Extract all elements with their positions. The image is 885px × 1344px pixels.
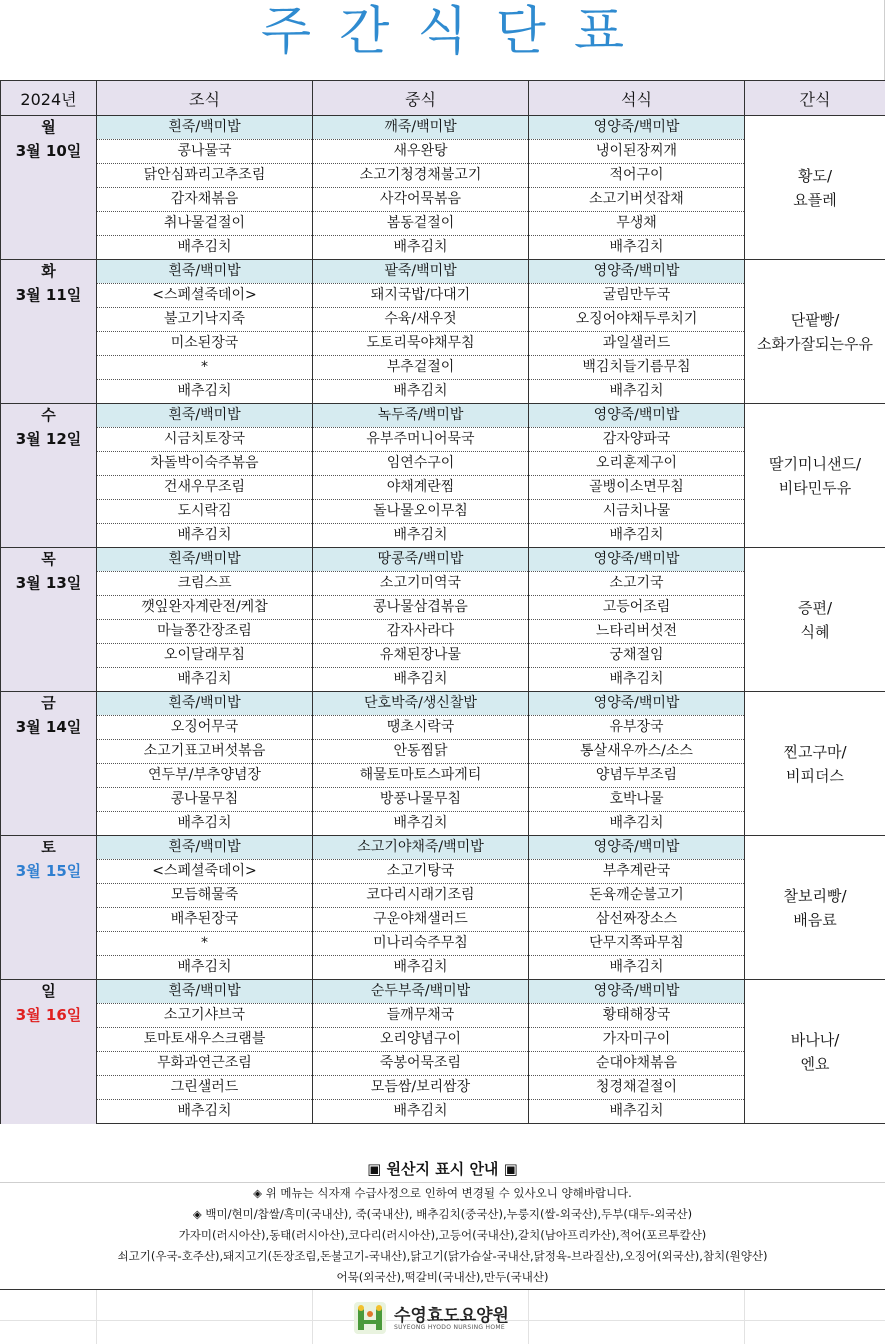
lunch-item: 땡초시락국 (313, 716, 529, 740)
breakfast-item: 배추김치 (97, 956, 313, 980)
breakfast-item: 감자채볶음 (97, 188, 313, 212)
snack-header: 간식 (745, 81, 885, 116)
breakfast-item: 무화과연근조림 (97, 1052, 313, 1076)
breakfast-item: 배추김치 (97, 1100, 313, 1124)
snack-item: 배음료 (793, 910, 837, 929)
breakfast-item: 콩나물무침 (97, 788, 313, 812)
breakfast-item: 배추김치 (97, 236, 313, 260)
breakfast-item: 토마토새우스크램블 (97, 1028, 313, 1052)
dinner-item: 소고기버섯잡채 (529, 188, 745, 212)
menu-row (1, 692, 885, 716)
dinner-item: 부추계란국 (529, 860, 745, 884)
lunch-item: 구운야채샐러드 (313, 908, 529, 932)
origin-notice-line: 가자미(러시아산),동태(러시아산),코다리(러시아산),고등어(국내산),갈치(남아프리카산),적어(포르투칼산) (178, 1228, 707, 1242)
dinner-item: 오리훈제구이 (529, 452, 745, 476)
menu-row (1, 260, 885, 284)
breakfast-item: 오이달래무침 (97, 644, 313, 668)
snack-item: 요플레 (793, 190, 837, 209)
snack-cell (745, 692, 885, 836)
lunch-item: 소고기야채죽/백미밥 (313, 836, 529, 860)
lunch-item: 유채된장나물 (313, 644, 529, 668)
dinner-item: 배추김치 (529, 668, 745, 692)
dinner-item: 통살새우까스/소스 (529, 740, 745, 764)
dinner-item: 적어구이 (529, 164, 745, 188)
dinner-item: 청경채겉절이 (529, 1076, 745, 1100)
lunch-item: 방풍나물무침 (313, 788, 529, 812)
breakfast-item: 깻잎완자계란전/케찹 (97, 596, 313, 620)
lunch-item: 팥죽/백미밥 (313, 260, 529, 284)
breakfast-item: 흰죽/백미밥 (97, 548, 313, 572)
lunch-item: 배추김치 (313, 668, 529, 692)
dinner-item: 배추김치 (529, 236, 745, 260)
dinner-item: 호박나물 (529, 788, 745, 812)
breakfast-item: 도시락김 (97, 500, 313, 524)
breakfast-item: 건새우무조림 (97, 476, 313, 500)
breakfast-item: 차돌박이숙주볶음 (97, 452, 313, 476)
day-cell (1, 260, 97, 404)
breakfast-item: <스페셜죽데이> (97, 284, 313, 308)
lunch-item: 봄동겉절이 (313, 212, 529, 236)
lunch-item: 새우완탕 (313, 140, 529, 164)
snack-cell (745, 260, 885, 404)
breakfast-item: * (97, 356, 313, 380)
lunch-item: 배추김치 (313, 812, 529, 836)
dinner-item: 배추김치 (529, 956, 745, 980)
lunch-item: 야채계란찜 (313, 476, 529, 500)
dinner-item: 유부장국 (529, 716, 745, 740)
menu-row (1, 548, 885, 572)
lunch-item: 녹두죽/백미밥 (313, 404, 529, 428)
menu-row (1, 980, 885, 1004)
day-cell (1, 404, 97, 548)
date-label: 3월 15일 (15, 862, 82, 880)
dinner-item: 골뱅이소면무침 (529, 476, 745, 500)
lunch-header: 중식 (313, 81, 529, 116)
day-cell (1, 836, 97, 980)
origin-notice-line: 어묵(외국산),떡갈비(국내산),만두(국내산) (336, 1270, 549, 1284)
breakfast-item: 크림스프 (97, 572, 313, 596)
day-cell (1, 980, 97, 1124)
snack-item: 비피더스 (786, 766, 844, 785)
dinner-item: 고등어조림 (529, 596, 745, 620)
lunch-item: 배추김치 (313, 524, 529, 548)
date-label: 3월 10일 (15, 142, 82, 160)
lunch-item: 부추겉절이 (313, 356, 529, 380)
breakfast-item: 취나물겉절이 (97, 212, 313, 236)
day-cell (1, 116, 97, 260)
dinner-item: 오징어야채두루치기 (529, 308, 745, 332)
breakfast-item: 흰죽/백미밥 (97, 836, 313, 860)
breakfast-item: 미소된장국 (97, 332, 313, 356)
dinner-item: 궁채절임 (529, 644, 745, 668)
dinner-item: 감자양파국 (529, 428, 745, 452)
date-label: 3월 14일 (15, 718, 82, 736)
weekday-label: 수 (41, 406, 56, 424)
dinner-item: 영양죽/백미밥 (529, 260, 745, 284)
dinner-item: 양념두부조림 (529, 764, 745, 788)
year-header: 2024년 (1, 81, 97, 116)
snack-item: 엔요 (800, 1054, 830, 1073)
lunch-item: 해물토마토스파게티 (313, 764, 529, 788)
breakfast-item: 닭안심꽈리고추조림 (97, 164, 313, 188)
lunch-item: 미나리숙주무침 (313, 932, 529, 956)
snack-cell (745, 836, 885, 980)
brand-name: 수영효도요양원 (394, 1306, 509, 1326)
green-flower-logo-icon (352, 1300, 388, 1336)
menu-row (1, 404, 885, 428)
lunch-item: 들깨무채국 (313, 1004, 529, 1028)
day-cell (1, 692, 97, 836)
snack-item: 비타민두유 (778, 478, 852, 497)
lunch-item: 사각어묵볶음 (313, 188, 529, 212)
origin-notice (0, 1156, 885, 1290)
weekday-label: 일 (41, 982, 56, 1000)
snack-cell (745, 548, 885, 692)
dinner-item: 영양죽/백미밥 (529, 548, 745, 572)
breakfast-item: * (97, 932, 313, 956)
menu-row (1, 836, 885, 860)
breakfast-item: 흰죽/백미밥 (97, 116, 313, 140)
dinner-item: 단무지쪽파무침 (529, 932, 745, 956)
lunch-item: 돌나물오이무침 (313, 500, 529, 524)
lunch-item: 소고기청경채불고기 (313, 164, 529, 188)
snack-cell (745, 404, 885, 548)
lunch-item: 깨죽/백미밥 (313, 116, 529, 140)
date-label: 3월 16일 (15, 1006, 82, 1024)
date-label: 3월 11일 (15, 286, 82, 304)
breakfast-item: 불고기낙지죽 (97, 308, 313, 332)
lunch-item: 오리양념구이 (313, 1028, 529, 1052)
dinner-item: 영양죽/백미밥 (529, 116, 745, 140)
menu-table (0, 80, 885, 1124)
snack-item: 증편/ (797, 598, 833, 617)
snack-item: 바나나/ (790, 1030, 840, 1049)
breakfast-item: 모듬해물죽 (97, 884, 313, 908)
dinner-item: 소고기국 (529, 572, 745, 596)
lunch-item: 소고기탕국 (313, 860, 529, 884)
lunch-item: 배추김치 (313, 236, 529, 260)
snack-item: 찐고구마/ (783, 742, 847, 761)
breakfast-item: 마늘쫑간장조림 (97, 620, 313, 644)
breakfast-item: 콩나물국 (97, 140, 313, 164)
breakfast-item: 배추된장국 (97, 908, 313, 932)
date-label: 3월 12일 (15, 430, 82, 448)
page-title: 주간식단표 (260, 2, 653, 62)
weekday-label: 목 (41, 550, 56, 568)
breakfast-item: <스페셜죽데이> (97, 860, 313, 884)
lunch-item: 안동찜닭 (313, 740, 529, 764)
snack-item: 황도/ (797, 166, 833, 185)
snack-item: 찰보리빵/ (783, 886, 847, 905)
breakfast-item: 배추김치 (97, 668, 313, 692)
origin-notice-line: ◈ 위 메뉴는 식자재 수급사정으로 인하여 변경될 수 있사오니 양해바랍니다. (253, 1186, 632, 1200)
lunch-item: 배추김치 (313, 956, 529, 980)
breakfast-item: 흰죽/백미밥 (97, 692, 313, 716)
dinner-item: 돈육깨순불고기 (529, 884, 745, 908)
snack-cell (745, 116, 885, 260)
brand-logo (352, 1300, 532, 1336)
lunch-item: 코다리시래기조림 (313, 884, 529, 908)
weekday-label: 월 (41, 118, 56, 136)
lunch-item: 배추김치 (313, 380, 529, 404)
lunch-item: 돼지국밥/다대기 (313, 284, 529, 308)
brand-subtitle: SUYEONG HYODO NURSING HOME (394, 1324, 505, 1331)
lunch-item: 콩나물삼겹볶음 (313, 596, 529, 620)
origin-notice-line: 쇠고기(우국-호주산),돼지고기(돈장조림,돈불고기-국내산),닭고기(닭가슴살-국내산,닭정육-브라질산),오징어(외국산),참치(원양산) (117, 1249, 768, 1263)
lunch-item: 땅콩죽/백미밥 (313, 548, 529, 572)
dinner-item: 삼선짜장소스 (529, 908, 745, 932)
dinner-item: 영양죽/백미밥 (529, 692, 745, 716)
menu-header-row (1, 81, 885, 116)
dinner-item: 영양죽/백미밥 (529, 980, 745, 1004)
lunch-item: 도토리묵야채무침 (313, 332, 529, 356)
lunch-item: 단호박죽/생신찰밥 (313, 692, 529, 716)
dinner-item: 무생채 (529, 212, 745, 236)
breakfast-header: 조식 (97, 81, 313, 116)
lunch-item: 죽봉어묵조림 (313, 1052, 529, 1076)
snack-item: 단팥빵/ (790, 310, 840, 329)
breakfast-item: 소고기표고버섯볶음 (97, 740, 313, 764)
menu-body (1, 116, 885, 1124)
lunch-item: 수육/새우젓 (313, 308, 529, 332)
dinner-item: 시금치나물 (529, 500, 745, 524)
date-label: 3월 13일 (15, 574, 82, 592)
lunch-item: 모듬쌈/보리쌈장 (313, 1076, 529, 1100)
snack-item: 식혜 (800, 622, 830, 641)
lunch-item: 임연수구이 (313, 452, 529, 476)
weekday-label: 화 (41, 262, 56, 280)
weekday-label: 금 (41, 694, 56, 712)
breakfast-item: 흰죽/백미밥 (97, 980, 313, 1004)
day-cell (1, 548, 97, 692)
dinner-item: 백김치들기름무침 (529, 356, 745, 380)
dinner-item: 가자미구이 (529, 1028, 745, 1052)
dinner-item: 배추김치 (529, 1100, 745, 1124)
breakfast-item: 시금치토장국 (97, 428, 313, 452)
snack-item: 딸기미니샌드/ (769, 454, 861, 473)
dinner-item: 과일샐러드 (529, 332, 745, 356)
breakfast-item: 배추김치 (97, 380, 313, 404)
dinner-item: 순대야채볶음 (529, 1052, 745, 1076)
breakfast-item: 흰죽/백미밥 (97, 260, 313, 284)
dinner-item: 배추김치 (529, 524, 745, 548)
origin-notice-line: ◈ 백미/현미/찹쌀/흑미(국내산), 죽(국내산), 배추김치(중국산),누룽지(쌀-외국산),두부(대두-외국산) (192, 1207, 693, 1221)
dinner-item: 황태해장국 (529, 1004, 745, 1028)
dinner-item: 배추김치 (529, 380, 745, 404)
breakfast-item: 연두부/부추양념장 (97, 764, 313, 788)
dinner-item: 굴림만두국 (529, 284, 745, 308)
dinner-item: 느타리버섯전 (529, 620, 745, 644)
breakfast-item: 흰죽/백미밥 (97, 404, 313, 428)
origin-notice-heading: ▣ 원산지 표시 안내 ▣ (0, 1156, 885, 1183)
menu-row (1, 116, 885, 140)
lunch-item: 유부주머니어묵국 (313, 428, 529, 452)
snack-cell (745, 980, 885, 1124)
dinner-item: 영양죽/백미밥 (529, 404, 745, 428)
breakfast-item: 소고기샤브국 (97, 1004, 313, 1028)
breakfast-item: 배추김치 (97, 812, 313, 836)
breakfast-item: 오징어무국 (97, 716, 313, 740)
weekday-label: 토 (41, 838, 56, 856)
dinner-item: 영양죽/백미밥 (529, 836, 745, 860)
lunch-item: 배추김치 (313, 1100, 529, 1124)
lunch-item: 감자사라다 (313, 620, 529, 644)
dinner-header: 석식 (529, 81, 745, 116)
dinner-item: 배추김치 (529, 812, 745, 836)
lunch-item: 소고기미역국 (313, 572, 529, 596)
snack-item: 소화가잘되는우유 (757, 334, 873, 353)
footer (0, 1290, 885, 1344)
breakfast-item: 배추김치 (97, 524, 313, 548)
breakfast-item: 그린샐러드 (97, 1076, 313, 1100)
lunch-item: 순두부죽/백미밥 (313, 980, 529, 1004)
dinner-item: 냉이된장찌개 (529, 140, 745, 164)
